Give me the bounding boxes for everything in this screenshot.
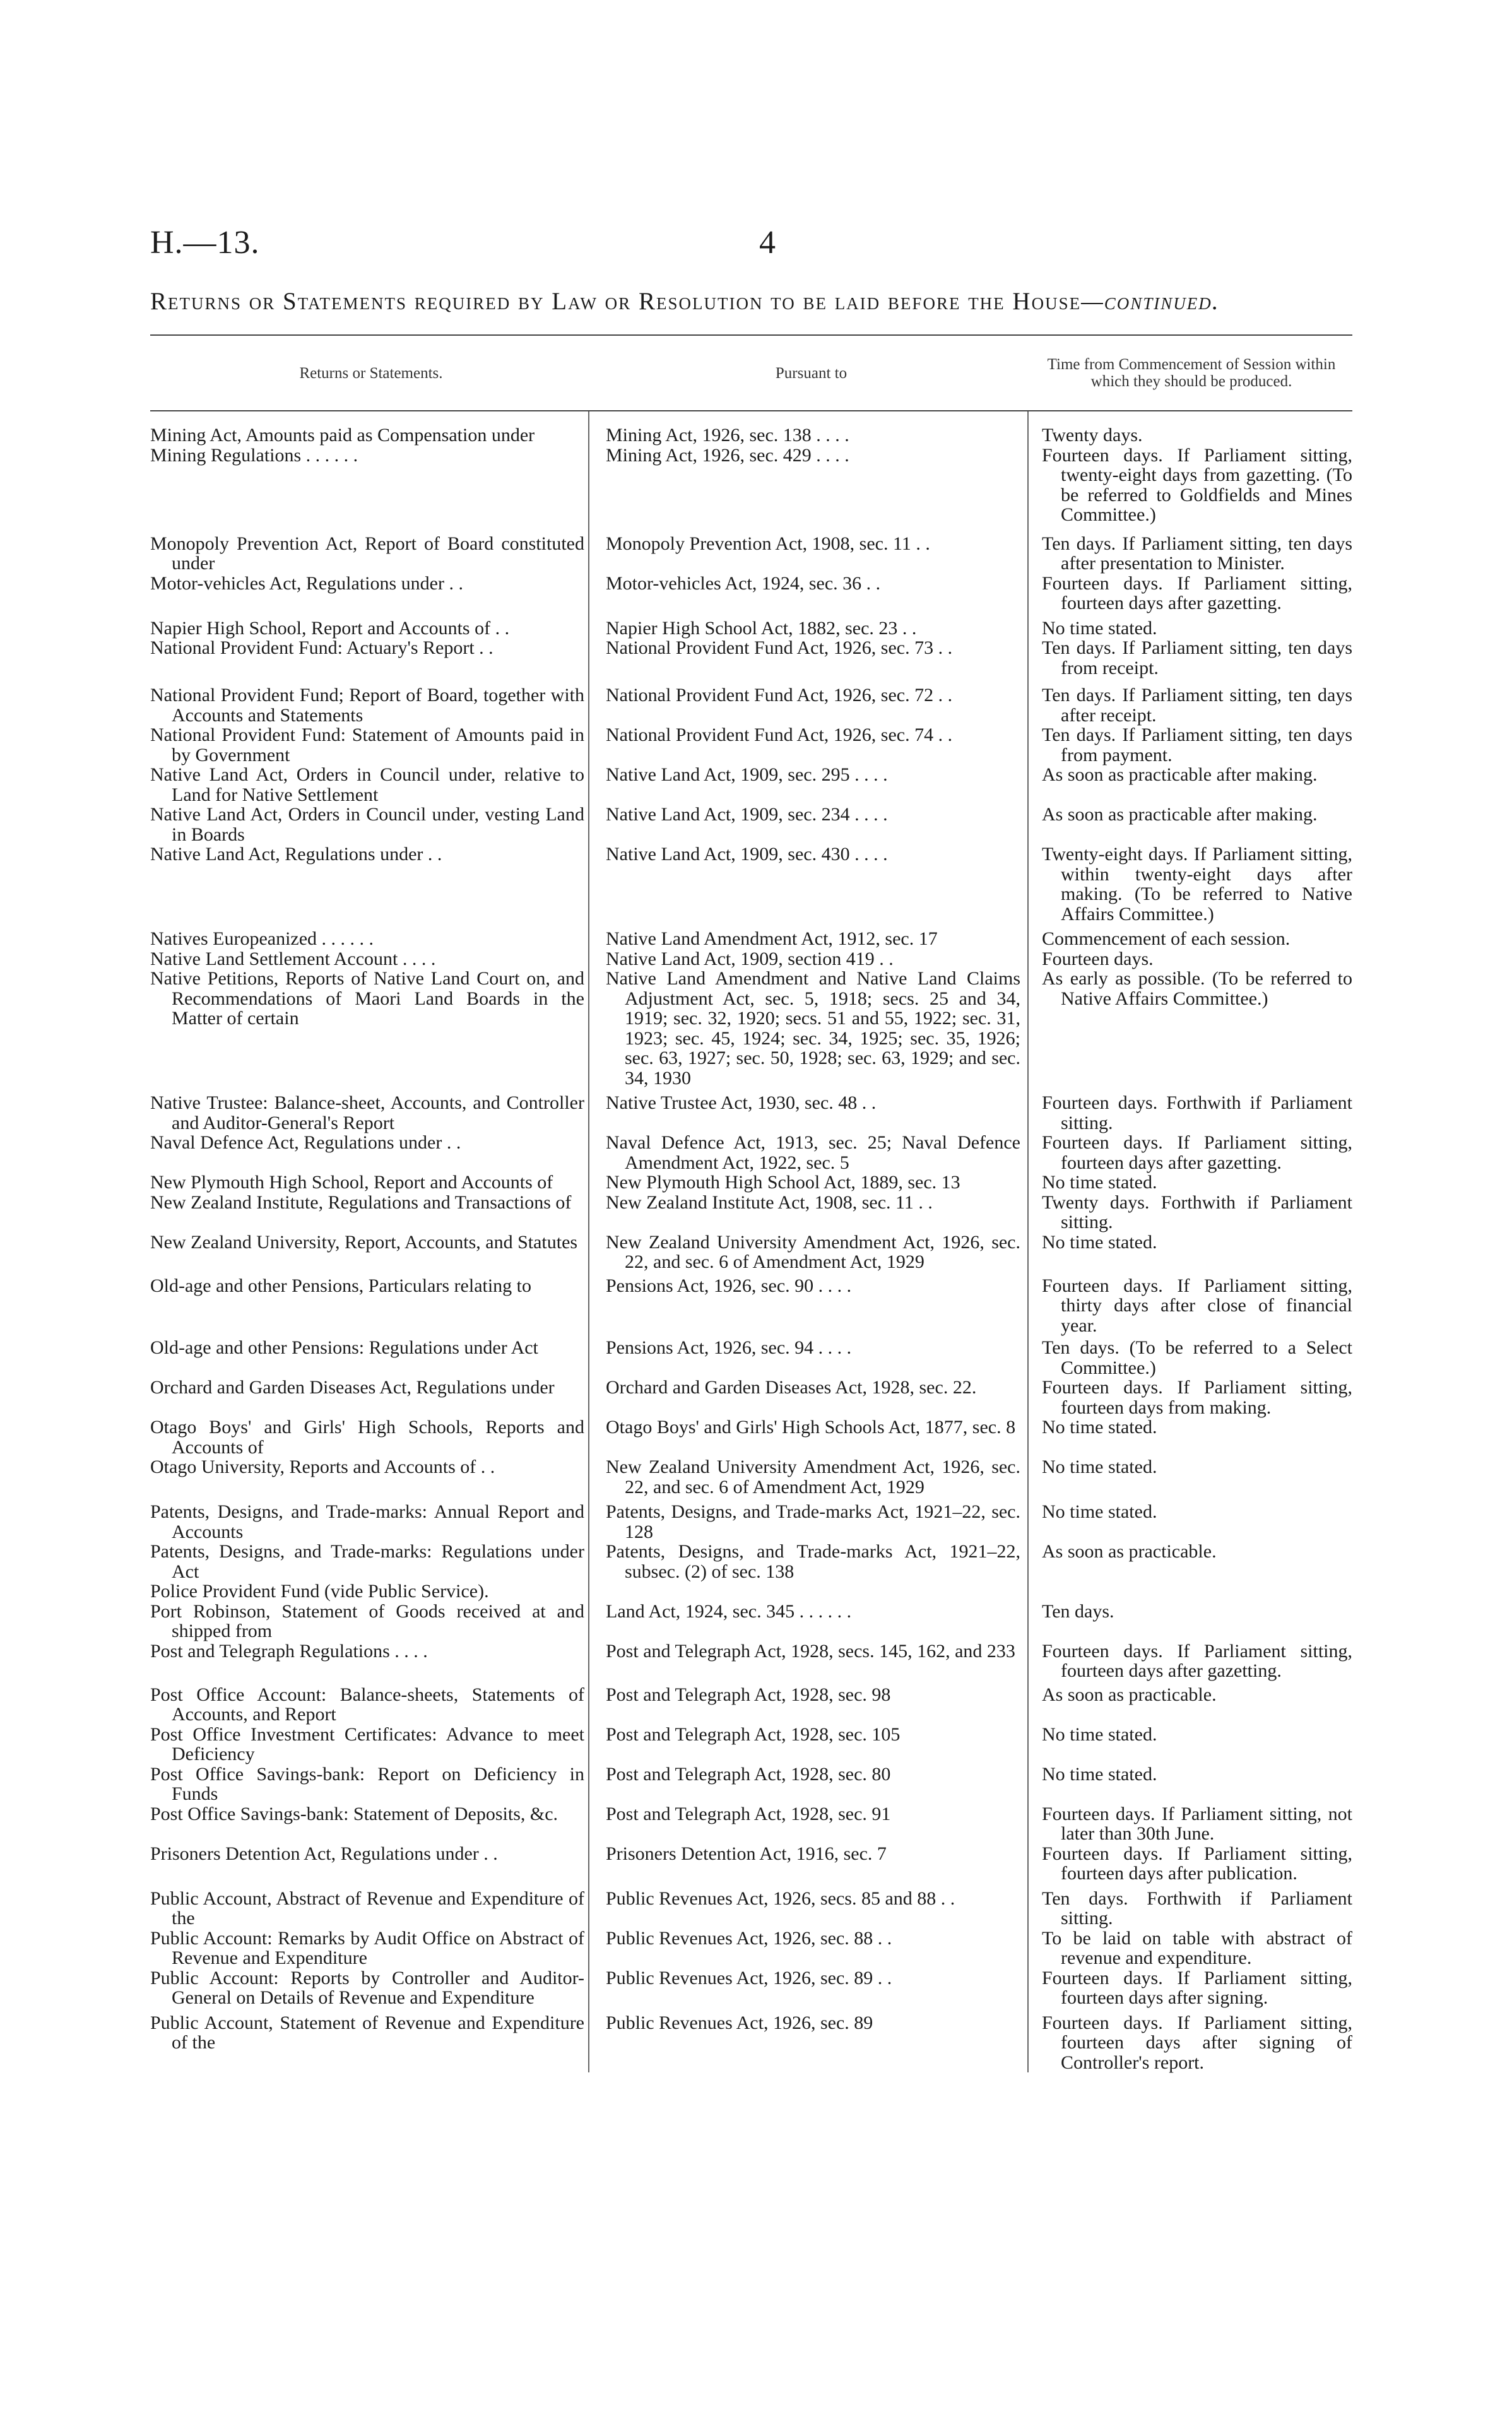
row-return-statement: Native Land Act, Orders in Council under, relative to Land for Native Settlement [150,764,584,805]
table-row [150,1889,1352,1929]
row-time-limit: Fourteen days. If Parliament sitting, fourteen days after publication. [1042,1843,1352,1884]
row-return-statement: New Zealand Institute, Regulations and Transactions of [150,1191,572,1213]
table-row [150,765,1352,805]
row-pursuant-to: Patents, Designs, and Trade-marks Act, 1921–22, subsec. (2) of sec. 138 [606,1541,1020,1582]
table-row [150,1804,1352,1844]
row-time-limit: Fourteen days. If Parliament sitting, twenty-eight days from gazetting. (To be referred to Goldfields and Mines Committee.) [1042,444,1352,525]
row-pursuant-to: New Zealand University Amendment Act, 1926, sec. 22, and sec. 6 of Amendment Act, 1929 [606,1456,1020,1497]
row-pursuant-to: Public Revenues Act, 1926, sec. 89 [606,2012,873,2033]
table-row [150,805,1352,844]
row-pursuant-to: Post and Telegraph Act, 1928, sec. 105 [606,1723,901,1745]
row-return-statement: Post Office Account: Balance-sheets, Statements of Accounts, and Report [150,1684,584,1725]
table-row [150,618,1352,639]
row-pursuant-to: Pensions Act, 1926, sec. 94 . . . . [606,1337,852,1358]
row-return-statement: Mining Regulations . . . . . . [150,444,358,466]
table-row [150,1093,1352,1133]
row-time-limit: Fourteen days. [1042,948,1154,969]
table-row [150,1193,1352,1232]
row-return-statement: National Provident Fund; Report of Board, together with Accounts and Statements [150,685,584,726]
row-time-limit: Fourteen days. Forthwith if Parliament sitting. [1042,1092,1352,1133]
row-time-limit: No time stated. [1042,1417,1157,1438]
row-pursuant-to: National Provident Fund Act, 1926, sec. 74 . . [606,724,953,745]
table-row [150,2013,1352,2073]
row-return-statement: Post Office Savings-bank: Report on Deficiency in Funds [150,1763,584,1804]
row-time-limit: As soon as practicable after making. [1042,764,1318,785]
row-pursuant-to: Otago Boys' and Girls' High Schools Act, 1877, sec. 8 [606,1417,1016,1438]
row-time-limit: No time stated. [1042,617,1157,639]
row-pursuant-to: Post and Telegraph Act, 1928, secs. 145, 162, and 233 [606,1640,1015,1662]
row-pursuant-to: Native Land Act, 1909, sec. 295 . . . . [606,764,888,785]
page-number: 4 [759,225,776,261]
row-return-statement: National Provident Fund: Statement of Amounts paid in by Government [150,724,584,765]
row-return-statement: Prisoners Detention Act, Regulations under . . [150,1843,498,1864]
table-row [150,685,1352,725]
row-return-statement: Napier High School, Report and Accounts of . . [150,617,510,639]
title-text: Returns or Statements required by Law or Resolution to be laid before the House [150,288,1082,315]
row-time-limit: Commencement of each session. [1042,928,1291,949]
table-row [150,1133,1352,1173]
row-time-limit: Ten days. If Parliament sitting, ten days after receipt. [1042,685,1352,726]
row-return-statement: Police Provident Fund (vide Public Service). [150,1581,489,1602]
row-return-statement: Post Office Savings-bank: Statement of Deposits, &c. [150,1803,558,1824]
table-row [150,844,1352,924]
table-row [150,1173,1352,1193]
row-time-limit: Ten days. If Parliament sitting, ten days from receipt. [1042,637,1352,678]
row-pursuant-to: Native Land Act, 1909, section 419 . . [606,948,894,969]
row-pursuant-to: New Zealand Institute Act, 1908, sec. 11 . . [606,1191,933,1213]
row-time-limit: As soon as practicable after making. [1042,804,1318,825]
row-return-statement: Old-age and other Pensions: Regulations under Act [150,1337,538,1358]
row-return-statement: Port Robinson, Statement of Goods received at and shipped from [150,1600,584,1641]
row-time-limit: As early as possible. (To be referred to Native Affairs Committee.) [1042,968,1352,1009]
row-time-limit: No time stated. [1042,1231,1157,1253]
row-return-statement: Otago Boys' and Girls' High Schools, Reports and Accounts of [150,1417,584,1458]
row-time-limit: Ten days. If Parliament sitting, ten days after presentation to Minister. [1042,533,1352,574]
table-row [150,1232,1352,1272]
row-time-limit: Fourteen days. If Parliament sitting, fourteen days after gazetting. [1042,572,1352,613]
column-header-time: Time from Commencement of Session within which they should be produced. [1047,356,1336,390]
row-time-limit: Twenty days. [1042,425,1143,446]
returns-table [150,334,1352,2072]
page-header [150,224,1349,268]
row-return-statement: Monopoly Prevention Act, Report of Board constituted under [150,533,584,574]
row-time-limit: No time stated. [1042,1501,1157,1522]
row-pursuant-to: Native Land Amendment Act, 1912, sec. 17 [606,928,938,949]
row-return-statement: Naval Defence Act, Regulations under . . [150,1132,461,1153]
row-time-limit: Ten days. If Parliament sitting, ten days from payment. [1042,724,1352,765]
table-row [150,1502,1352,1542]
row-return-statement: Native Petitions, Reports of Native Land Court on, and Recommendations of Maori Land Boards in the Matter of certain [150,968,584,1029]
row-pursuant-to: Native Land Act, 1909, sec. 234 . . . . [606,804,888,825]
row-pursuant-to: Public Revenues Act, 1926, sec. 88 . . [606,1927,892,1949]
table-row [150,1457,1352,1497]
row-time-limit: Twenty days. Forthwith if Parliament sitting. [1042,1191,1352,1232]
row-time-limit: To be laid on table with abstract of revenue and expenditure. [1042,1927,1352,1968]
row-time-limit: No time stated. [1042,1723,1157,1745]
row-return-statement: Public Account: Remarks by Audit Office on Abstract of Revenue and Expenditure [150,1927,584,1968]
row-return-statement: Mining Act, Amounts paid as Compensation under [150,425,535,446]
row-pursuant-to: Public Revenues Act, 1926, sec. 89 . . [606,1967,892,1988]
table-row [150,949,1352,969]
row-time-limit: No time stated. [1042,1172,1157,1193]
row-pursuant-to: National Provident Fund Act, 1926, sec. 72 . . [606,685,953,706]
row-return-statement: Public Account: Reports by Controller and Auditor-General on Details of Revenue and Expenditure [150,1967,584,2008]
table-body [150,411,1352,2072]
title-continued: —continued. [1081,288,1220,315]
row-return-statement: Public Account, Statement of Revenue and Expenditure of the [150,2012,584,2053]
row-return-statement: Patents, Designs, and Trade-marks: Regulations under Act [150,1541,584,1582]
row-pursuant-to [592,1581,1031,1602]
row-pursuant-to: Post and Telegraph Act, 1928, sec. 91 [606,1803,891,1824]
row-pursuant-to: Mining Act, 1926, sec. 138 . . . . [606,425,849,446]
row-pursuant-to: Mining Act, 1926, sec. 429 . . . . [606,444,849,466]
row-time-limit: Ten days. Forthwith if Parliament sitting. [1042,1887,1352,1929]
row-pursuant-to: Naval Defence Act, 1913, sec. 25; Naval Defence Amendment Act, 1922, sec. 5 [606,1132,1020,1173]
row-time-limit: Fourteen days. If Parliament sitting, fourteen days from making. [1042,1377,1352,1418]
row-time-limit: As soon as practicable. [1042,1541,1217,1562]
row-return-statement: New Plymouth High School, Report and Accounts of [150,1172,553,1193]
row-time-limit [1031,1581,1352,1602]
table-row [150,1378,1352,1417]
table-row [150,1929,1352,1968]
row-pursuant-to: Native Land Amendment and Native Land Claims Adjustment Act, sec. 5, 1918; secs. 25 and 34, 1919; sec. 32, 1920; secs. 51 and 55, 1922; sec. 31, 1923; sec. 45, 1924; sec. 34, 1925; sec. 35, 1926; sec. 63, 1927; sec. 50, 1928; sec. 63, 1929; and sec. 34, 1930 [606,968,1020,1089]
row-pursuant-to: Patents, Designs, and Trade-marks Act, 1921–22, sec. 128 [606,1501,1020,1542]
row-pursuant-to: Public Revenues Act, 1926, secs. 85 and 88 . . [606,1887,955,1909]
row-return-statement: Post Office Investment Certificates: Advance to meet Deficiency [150,1723,584,1764]
column-header-returns: Returns or Statements. [299,364,443,382]
row-pursuant-to: Native Trustee Act, 1930, sec. 48 . . [606,1092,877,1113]
table-row [150,638,1352,678]
row-pursuant-to: Post and Telegraph Act, 1928, sec. 98 [606,1684,891,1705]
table-row [150,929,1352,949]
table-row [150,725,1352,765]
row-return-statement: New Zealand University, Report, Accounts, and Statutes [150,1231,578,1253]
document-reference: H.—13. [150,225,260,261]
row-return-statement: Otago University, Reports and Accounts of . . [150,1456,495,1477]
table-row [150,1338,1352,1378]
row-pursuant-to: Orchard and Garden Diseases Act, 1928, sec. 22. [606,1377,977,1398]
table-row [150,534,1352,574]
table-row [150,1764,1352,1804]
table-row [150,1685,1352,1725]
table-row [150,1725,1352,1764]
row-return-statement: National Provident Fund: Actuary's Report . . [150,637,493,658]
row-return-statement: Old-age and other Pensions, Particulars relating to [150,1275,532,1296]
table-row [150,425,1352,446]
table-row [150,1417,1352,1457]
row-time-limit: Twenty-eight days. If Parliament sitting, within twenty-eight days after making. (To be referred to Native Affairs Committee.) [1042,844,1352,924]
row-return-statement: Natives Europeanized . . . . . . [150,928,374,949]
row-pursuant-to: Native Land Act, 1909, sec. 430 . . . . [606,844,888,865]
row-return-statement: Patents, Designs, and Trade-marks: Annual Report and Accounts [150,1501,584,1542]
table-row [150,1602,1352,1641]
table-row [150,1542,1352,1581]
row-pursuant-to: New Zealand University Amendment Act, 1926, sec. 22, and sec. 6 of Amendment Act, 1929 [606,1231,1020,1272]
table-row [150,1968,1352,2008]
row-time-limit: Ten days. [1042,1600,1114,1622]
table-row [150,574,1352,613]
row-time-limit: Fourteen days. If Parliament sitting, fourteen days after gazetting. [1042,1640,1352,1681]
row-return-statement: Native Land Settlement Account . . . . [150,948,436,969]
row-pursuant-to: Prisoners Detention Act, 1916, sec. 7 [606,1843,887,1864]
row-pursuant-to: National Provident Fund Act, 1926, sec. 73 . . [606,637,953,658]
row-pursuant-to: Pensions Act, 1926, sec. 90 . . . . [606,1275,852,1296]
row-time-limit: Fourteen days. If Parliament sitting, fourteen days after signing. [1042,1967,1352,2008]
row-return-statement: Native Land Act, Regulations under . . [150,844,442,865]
column-header-pursuant: Pursuant to [775,364,848,382]
row-time-limit: Fourteen days. If Parliament sitting, thirty days after close of financial year. [1042,1275,1352,1336]
row-return-statement: Public Account, Abstract of Revenue and Expenditure of the [150,1887,584,1929]
table-row [150,969,1352,1088]
row-time-limit: No time stated. [1042,1456,1157,1477]
row-return-statement: Native Trustee: Balance-sheet, Accounts, and Controller and Auditor-General's Report [150,1092,584,1133]
table-row [150,1276,1352,1336]
row-pursuant-to: Post and Telegraph Act, 1928, sec. 80 [606,1763,891,1785]
table-row [150,1641,1352,1681]
row-time-limit: Ten days. (To be referred to a Select Committee.) [1042,1337,1352,1378]
row-time-limit: Fourteen days. If Parliament sitting, fourteen days after gazetting. [1042,1132,1352,1173]
row-time-limit: Fourteen days. If Parliament sitting, fourteen days after signing of Controller's report. [1042,2012,1352,2073]
row-time-limit: As soon as practicable. [1042,1684,1217,1705]
row-pursuant-to: New Plymouth High School Act, 1889, sec. 13 [606,1172,960,1193]
row-pursuant-to: Land Act, 1924, sec. 345 . . . . . . [606,1600,852,1622]
row-return-statement: Native Land Act, Orders in Council under, vesting Land in Boards [150,804,584,845]
row-return-statement: Motor-vehicles Act, Regulations under . . [150,572,463,594]
row-pursuant-to: Motor-vehicles Act, 1924, sec. 36 . . [606,572,881,594]
row-return-statement: Post and Telegraph Regulations . . . . [150,1640,428,1662]
table-column-headers [150,336,1352,411]
document-title [150,287,1349,316]
table-row [150,446,1352,525]
row-pursuant-to: Napier High School Act, 1882, sec. 23 . . [606,617,917,639]
row-pursuant-to: Monopoly Prevention Act, 1908, sec. 11 . . [606,533,930,554]
row-return-statement: Orchard and Garden Diseases Act, Regulations under [150,1377,555,1398]
row-time-limit: Fourteen days. If Parliament sitting, not later than 30th June. [1042,1803,1352,1844]
table-row [150,1844,1352,1884]
table-row [150,1581,1352,1602]
row-time-limit: No time stated. [1042,1763,1157,1785]
